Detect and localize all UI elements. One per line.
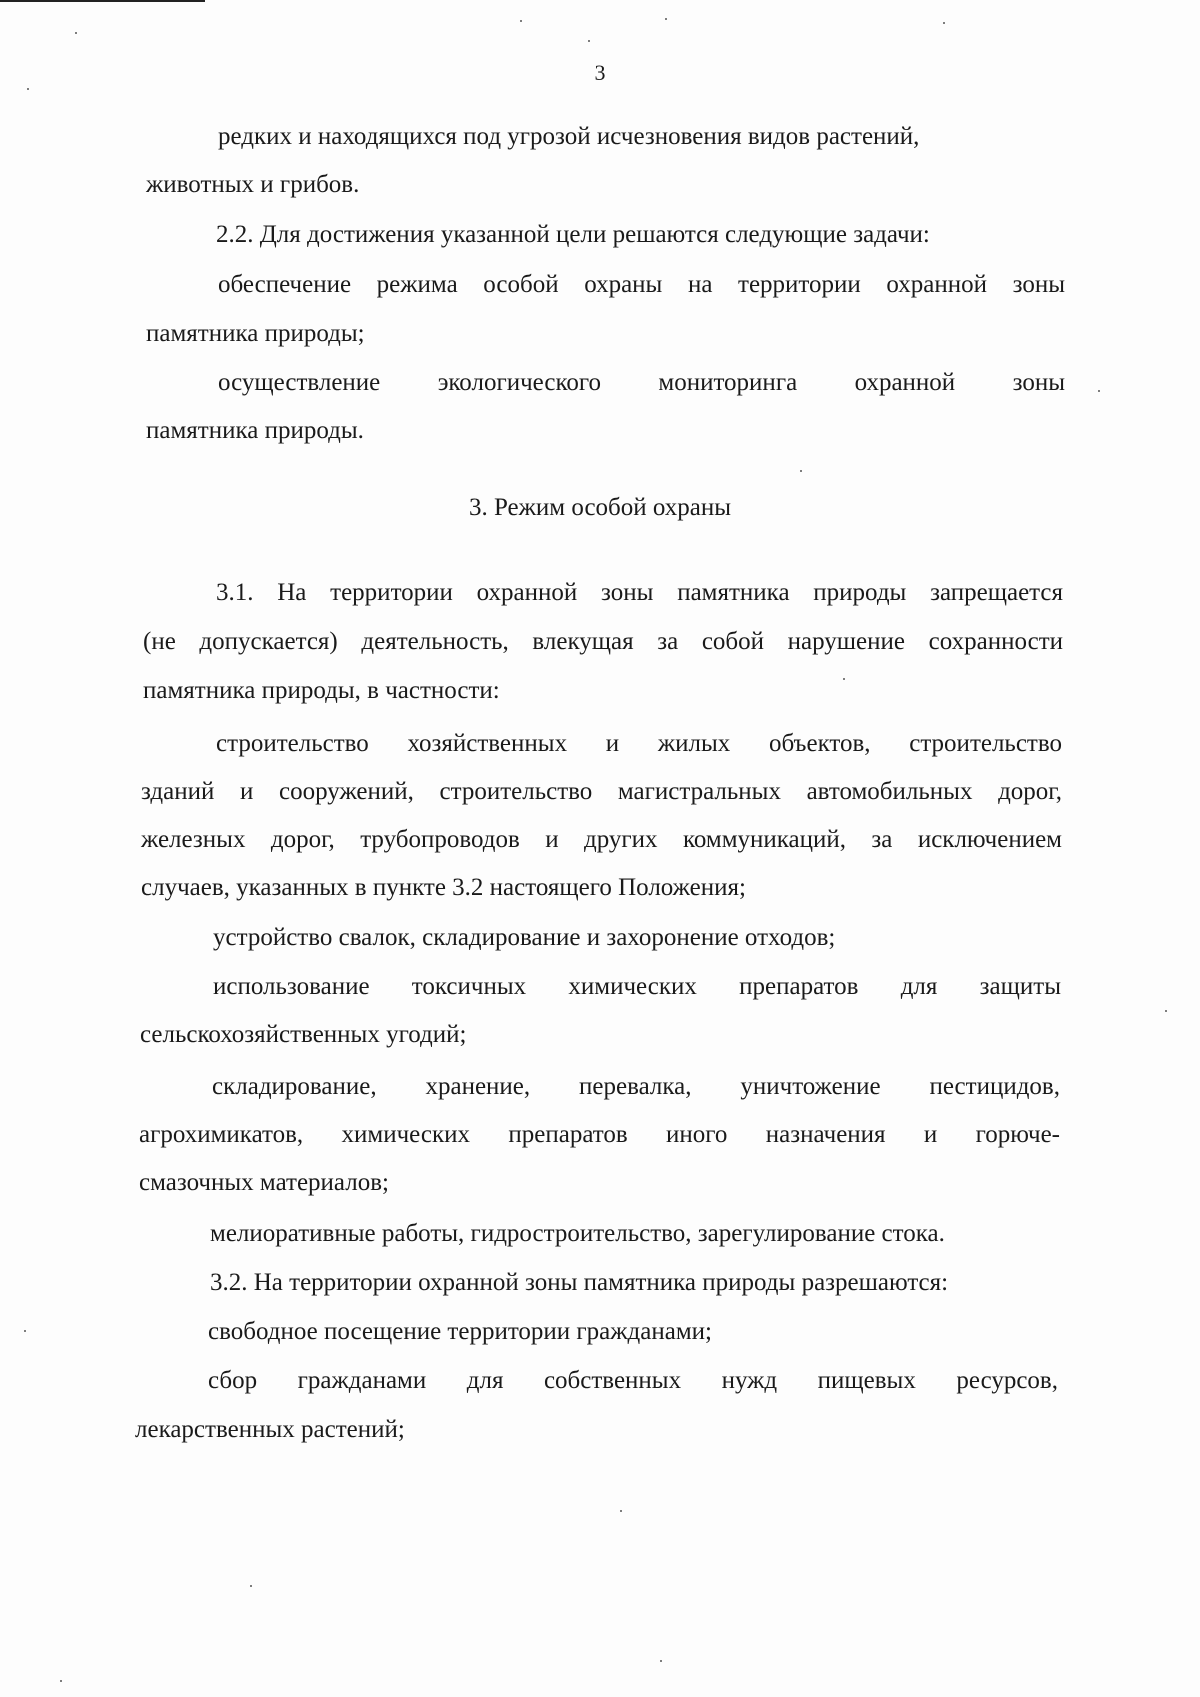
scan-speck — [843, 678, 845, 680]
line-p7-1: устройство свалок, складирование и захоронение отходов; — [213, 924, 836, 951]
scan-speck — [620, 1510, 622, 1512]
line-p9-3: смазочных материалов; — [139, 1169, 389, 1196]
line-p13-2: лекарственных растений; — [135, 1416, 405, 1443]
scan-speck — [250, 1585, 252, 1587]
line-p5-3: памятника природы, в частности: — [143, 677, 500, 704]
line-p8-1: использование токсичных химических препаратов для защиты — [213, 973, 1061, 1000]
line-p9-2: агрохимикатов, химических препаратов иного назначения и горюче- — [139, 1121, 1060, 1148]
line-p5-1: 3.1. На территории охранной зоны памятника природы запрещается — [216, 579, 1063, 606]
line-p5-2: (не допускается) деятельность, влекущая за собой нарушение сохранности — [143, 628, 1063, 655]
scan-speck — [520, 20, 522, 22]
scan-speck — [75, 32, 77, 34]
line-p6-3: железных дорог, трубопроводов и других коммуникаций, за исключением — [141, 826, 1062, 853]
scan-speck — [24, 1330, 26, 1332]
line-p6-4: случаев, указанных в пункте 3.2 настоящего Положения; — [141, 874, 746, 901]
scan-speck — [660, 1660, 662, 1662]
scan-edge-line — [0, 0, 205, 2]
scan-speck — [665, 18, 667, 20]
line-p4-2: памятника природы. — [146, 417, 364, 444]
line-p6-1: строительство хозяйственных и жилых объектов, строительство — [216, 730, 1062, 757]
line-p11-1: 3.2. На территории охранной зоны памятника природы разрешаются: — [210, 1269, 949, 1296]
scan-speck — [27, 88, 29, 90]
line-p3-1: обеспечение режима особой охраны на территории охранной зоны — [218, 271, 1065, 298]
line-p6-2: зданий и сооружений, строительство магистральных автомобильных дорог, — [141, 778, 1062, 805]
scan-speck — [943, 22, 945, 24]
line-p10-1: мелиоративные работы, гидростроительство, зарегулирование стока. — [210, 1220, 945, 1247]
page-number: 3 — [594, 60, 606, 85]
line-p1-2: животных и грибов. — [146, 171, 360, 198]
scan-speck — [1165, 1010, 1167, 1012]
line-p3-2: памятника природы; — [146, 320, 365, 347]
line-p9-1: складирование, хранение, перевалка, уничтожение пестицидов, — [212, 1073, 1060, 1100]
line-p2-1: 2.2. Для достижения указанной цели решаются следующие задачи: — [216, 221, 930, 248]
scan-speck — [1098, 390, 1100, 392]
line-p4-1: осуществление экологического мониторинга охранной зоны — [218, 369, 1065, 396]
line-p13-1: сбор гражданами для собственных нужд пищевых ресурсов, — [208, 1367, 1058, 1394]
line-p1-1: редких и находящихся под угрозой исчезновения видов растений, — [218, 123, 920, 150]
scan-speck — [60, 1680, 62, 1682]
section-heading: 3. Режим особой охраны — [468, 494, 732, 521]
scan-speck — [800, 470, 802, 472]
scan-speck — [588, 40, 590, 42]
line-p12-1: свободное посещение территории гражданами; — [208, 1318, 712, 1345]
line-p8-2: сельскохозяйственных угодий; — [140, 1021, 467, 1048]
